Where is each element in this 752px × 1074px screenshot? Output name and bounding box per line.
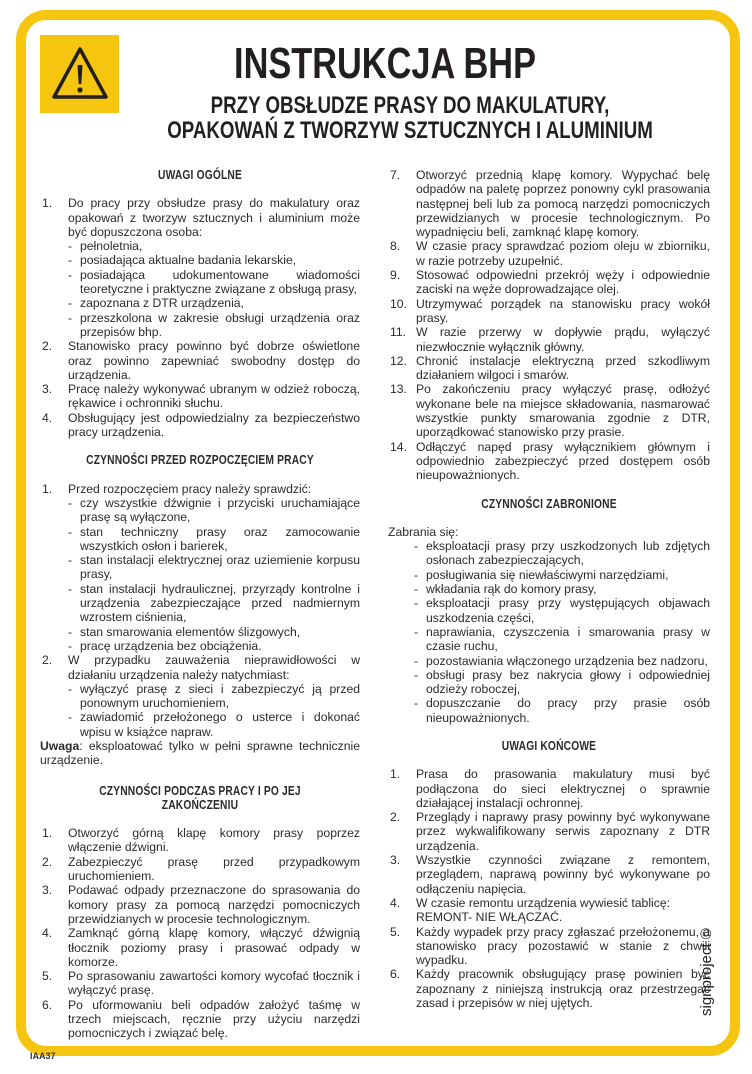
list-item [40,883,360,926]
item-number: 2. [42,339,53,354]
sub-item-text: eksploatacji prasy przy występujących objawach uszkodzenia części, [426,596,710,625]
sub-item-text: obsługi prasy bez nakrycia głowy i odpowiedniej odzieży roboczej, [426,667,710,697]
item-number: 1. [42,481,53,496]
list-item [40,482,360,654]
item-text: Zamknąć górną klapę komory, włączyć dźwignią tłocznik poziomy prasy i prasować odpady w komorze. [68,926,360,969]
list-item [388,297,710,326]
item-number: 2. [42,854,53,869]
sub-item: - obsługi prasy bez nakrycia głowy i odpowiedniej odzieży roboczej, [414,667,710,697]
section-heading: CZYNNOŚCI ZABRONIONE [481,496,617,511]
list-item [40,969,360,998]
item-number: 3. [42,382,53,397]
list-item [388,925,710,968]
list-item [40,926,360,969]
list-item [40,196,360,339]
sub-item-text: pozostawiania włączonego urządzenia bez nadzoru, [426,653,708,668]
sub-item-text: stan techniczny prasy oraz zamocowanie wszystkich osłon i barierek, [80,524,360,553]
sub-item-text: pełnoletnia, [80,239,143,254]
list-item [388,896,710,925]
list-item [40,382,360,411]
sub-item-text: stan instalacji hydraulicznej, przyrządy kontrolne i urządzenia zabezpieczające przed nadmiernym wzrostem ciśnienia, [80,581,360,625]
item-text: Każdy wypadek przy pracy zgłaszać przełożonemu, a stanowisko pracy pozostawić w stanie z chwili wypadku. [416,924,710,968]
sub-item-text: stan smarowania elementów ślizgowych, [80,624,301,639]
list-item [388,239,710,268]
sub-item: - posługiwania się niewłaściwymi narzędziami, [414,567,669,582]
sub-item-text: zawiadomić przełożonego o usterce i dokonać wpisu w książce napraw. [80,710,360,739]
note-label: Uwaga [40,738,80,753]
list-item [40,826,360,855]
item-text: Prasa do prasowania makulatury musi być podłączona do sieci elektrycznej o sprawnie działającej instalacji ochronnej. [416,767,710,810]
list-item [388,382,710,439]
item-text: Przed rozpoczęciem pracy należy sprawdzić: [68,481,312,496]
item-text: Zabezpieczyć prasę przed przypadkowym uruchomieniem. [68,854,360,884]
sub-item-text: zapoznana z DTR urządzenia, [80,296,244,311]
list-item [40,855,360,884]
list-item [388,325,710,354]
item-text: Przeglądy i naprawy prasy powinny być wykonywane przez wykwalifikowany serwis zapoznany z DTR urządzenia. [416,810,710,853]
sub-item: - posiadająca aktualne badania lekarskie, [68,253,297,268]
item-number: 5. [390,924,401,939]
left-column [40,168,360,1041]
sub-item: - przeszkolona w zakresie obsługi urządzenia oraz przepisów bhp. [68,310,360,339]
item-text: Stanowisko pracy powinno być dobrze oświetlone oraz powinno zapewniać swobodny dostęp do urządzenia. [68,339,360,382]
page-subtitle [160,93,659,143]
sub-item: - stan instalacji elektrycznej oraz uziemienie korpusu prasy, [68,553,360,582]
list-item [40,653,360,739]
item-text: W czasie remontu urządzenia wywiesić tablicę: REMONT- NIE WŁĄCZAĆ. [416,895,671,925]
sub-item: - pozostawiania włączonego urządzenia bez nadzoru, [414,653,708,668]
subtitle-line: PRZY OBSŁUDZE PRASY DO MAKULATURY, [210,92,610,119]
item-text: Stosować odpowiedni przekrój węży i odpowiednie zaciski na węże doprowadzające olej. [416,268,710,297]
item-text: Podawać odpady przeznaczone do sprasowania do komory prasy za pomocą narzędzi pomocniczych przewidzianych w procesie technologicznym. [68,883,360,926]
item-number: 11. [390,325,407,340]
item-number: 2. [42,653,53,668]
item-number: 3. [42,883,53,898]
sub-item-text: naprawiania, czyszczenia i smarowania prasy w czasie ruchu, [426,624,710,654]
item-text: W przypadku zauważenia nieprawidłowości w działaniu urządzenia należy natychmiast: [68,653,360,682]
item-text: Po zakończeniu pracy wyłączyć prasę, odłożyć wykonane bele na miejsce składowania, nasmarować wszystkie punkty smarowania zgodnie z DTR, uporządkować stanowisko przy prasie. [416,382,710,440]
sub-item: - pracę urządzenia bez obciążenia. [68,638,262,653]
sub-item-text: wyłączyć prasę z sieci i zabezpieczyć ją przed ponownym uruchomieniem, [80,681,360,711]
sub-item: - stan instalacji hydraulicznej, przyrządy kontrolne i urządzenia zabezpieczające przed nadmiernym wzrostem ciśnienia, [68,581,360,625]
item-number: 7. [390,168,401,182]
list-item [388,268,710,297]
product-code: IAA37 [30,1051,56,1061]
sub-item-text: posiadająca udokumentowane wiadomości teoretyczne i praktyczne związane z obsługą prasy, [80,267,360,297]
sub-item-text: wkładania rąk do komory prasy, [426,582,597,597]
item-number: 6. [390,967,401,982]
sub-item-text: posługiwania się niewłaściwymi narzędziami, [426,567,669,582]
item-number: 13. [390,382,407,397]
sub-item: - wkładania rąk do komory prasy, [414,582,597,597]
item-number: 12. [390,353,407,368]
list-item [40,339,360,382]
section-heading: UWAGI KOŃCOWE [501,738,597,753]
item-number: 1. [390,767,401,782]
item-number: 5. [42,969,53,984]
section-heading: UWAGI OGÓLNE [158,168,242,182]
sub-item: - wyłączyć prasę z sieci i zabezpieczyć ją przed ponownym uruchomieniem, [68,681,360,711]
sub-item: - stan techniczny prasy oraz zamocowanie wszystkich osłon i barierek, [68,524,360,553]
list-item [40,411,360,440]
item-text: Obsługujący jest odpowiedzialny za bezpieczeństwo pracy urządzenia. [68,410,360,440]
list-item [388,967,710,1010]
sub-item-text: pracę urządzenia bez obciążenia. [80,638,262,653]
section-heading: CZYNNOŚCI PODCZAS PRACY I PO JEJ ZAKOŃCZENIU [99,783,301,812]
sub-item: - stan smarowania elementów ślizgowych, [68,624,301,639]
sub-item: - zapoznana z DTR urządzenia, [68,296,244,311]
item-text: Po uformowaniu beli odpadów założyć taśmę w trzech miejscach, ręcznie przy użyciu narzędzi pomocniczych i związać belę. [68,997,360,1041]
subtitle-line: OPAKOWAŃ Z TWORZYW SZTUCZNYCH I ALUMINIUM [167,117,653,144]
item-number: 4. [42,926,53,941]
brand-watermark: signproject © [698,928,715,1016]
item-text: Chronić instalacje elektryczną przed szkodliwym działaniem wilgoci i smarów. [416,353,710,383]
sub-item-text: posiadająca aktualne badania lekarskie, [80,253,297,268]
forbidden-intro: Zabrania się: [388,524,459,539]
sub-item-text: dopuszczanie do pracy przy prasie osób nieupoważnionych. [426,696,710,725]
item-text: Otworzyć górną klapę komory prasy poprzez włączenie dźwigni. [68,826,360,855]
item-number: 6. [42,997,53,1012]
warning-triangle-icon [49,43,111,105]
sub-item: - dopuszczanie do pracy przy prasie osób nieupoważnionych. [414,696,710,725]
item-number: 2. [390,810,401,825]
sub-item: - pełnoletnia, [68,239,143,254]
item-text: Utrzymywać porządek na stanowisku pracy wokół prasy. [416,296,710,325]
list-item [40,998,360,1041]
list-item [388,354,710,383]
sub-item: - czy wszystkie dźwignie i przyciski uruchamiające prasę są wyłączone, [68,495,360,525]
item-number: 4. [42,410,53,425]
right-column [388,168,710,1010]
item-text: Pracę należy wykonywać ubranym w odzież roboczą, rękawice i ochronniki słuchu. [68,382,360,411]
item-text: Wszystkie czynności związane z remontem, przeglądem, naprawą powinny być wykonywane po odłączeniu napięcia. [416,853,710,896]
note-text: : eksploatować tylko w pełni sprawne technicznie urządzenie. [40,738,360,768]
item-number: 4. [390,895,401,910]
sub-item-text: czy wszystkie dźwignie i przyciski uruchamiające prasę są wyłączone, [80,495,360,525]
sub-item: - eksploatacji prasy przy występujących objawach uszkodzenia części, [414,596,710,625]
item-number: 8. [390,239,401,254]
item-text: Otworzyć przednią klapę komory. Wypychać belę odpadów na paletę poprzez ponowny cykl prasowania następnej beli lub za pomocą narzędzi pomocniczych przewidzianych w procesie technologicznym. Po wypadnięciu beli, zamknąć klapę komory. [416,168,710,240]
forbidden-list [388,539,710,725]
item-text: W czasie pracy sprawdzać poziom oleju w zbiorniku, w razie potrzeby uzupełnić. [416,239,710,268]
item-number: 3. [390,853,401,868]
item-number: 10. [390,296,407,311]
list-item [388,810,710,853]
sub-item-text: eksploatacji prasy przy uszkodzonych lub zdjętych osłonach zabezpieczających, [426,539,710,568]
item-text: Każdy pracownik obsługujący prasę powinien być zapoznany z niniejszą instrukcją oraz przestrzegać zasad i przepisów w niej ujętych. [416,967,710,1011]
sub-item-text: stan instalacji elektrycznej oraz uziemienie korpusu prasy, [80,553,360,582]
item-text: Do pracy przy obsłudze prasy do makulatury oraz opakowań z tworzyw sztucznych i aluminium może być dopuszczona osoba: [68,196,360,239]
sub-item: - zawiadomić przełożonego o usterce i dokonać wpisu w książce napraw. [68,710,360,739]
warning-note [40,739,360,768]
item-text: Po sprasowaniu zawartości komory wycofać tłocznik i wyłączyć prasę. [68,969,360,998]
item-number: 1. [42,196,53,211]
page-title: INSTRUKCJA BHP [234,39,536,88]
item-number: 14. [390,439,407,454]
warning-sign [40,35,119,113]
list-item [388,440,710,483]
list-item [388,767,710,810]
list-item [388,853,710,896]
sub-item: - posiadająca udokumentowane wiadomości teoretyczne i praktyczne związane z obsługą prasy, [68,267,360,297]
sub-item: - naprawiania, czyszczenia i smarowania prasy w czasie ruchu, [414,624,710,654]
list-item [388,168,710,239]
item-number: 1. [42,826,53,841]
item-text: W razie przerwy w dopływie prądu, wyłączyć niezwłocznie wyłącznik główny. [416,325,710,354]
sub-item: - eksploatacji prasy przy uszkodzonych lub zdjętych osłonach zabezpieczających, [414,539,710,568]
section-heading: CZYNNOŚCI PRZED ROZPOCZĘCIEM PRACY [86,453,314,468]
sub-item-text: przeszkolona w zakresie obsługi urządzenia oraz przepisów bhp. [80,310,360,339]
item-text: Odłączyć napęd prasy wyłącznikiem głównym i odpowiednio zabezpieczyć przed dostępem osób nieupoważnionych. [416,439,710,483]
item-number: 9. [390,268,401,283]
